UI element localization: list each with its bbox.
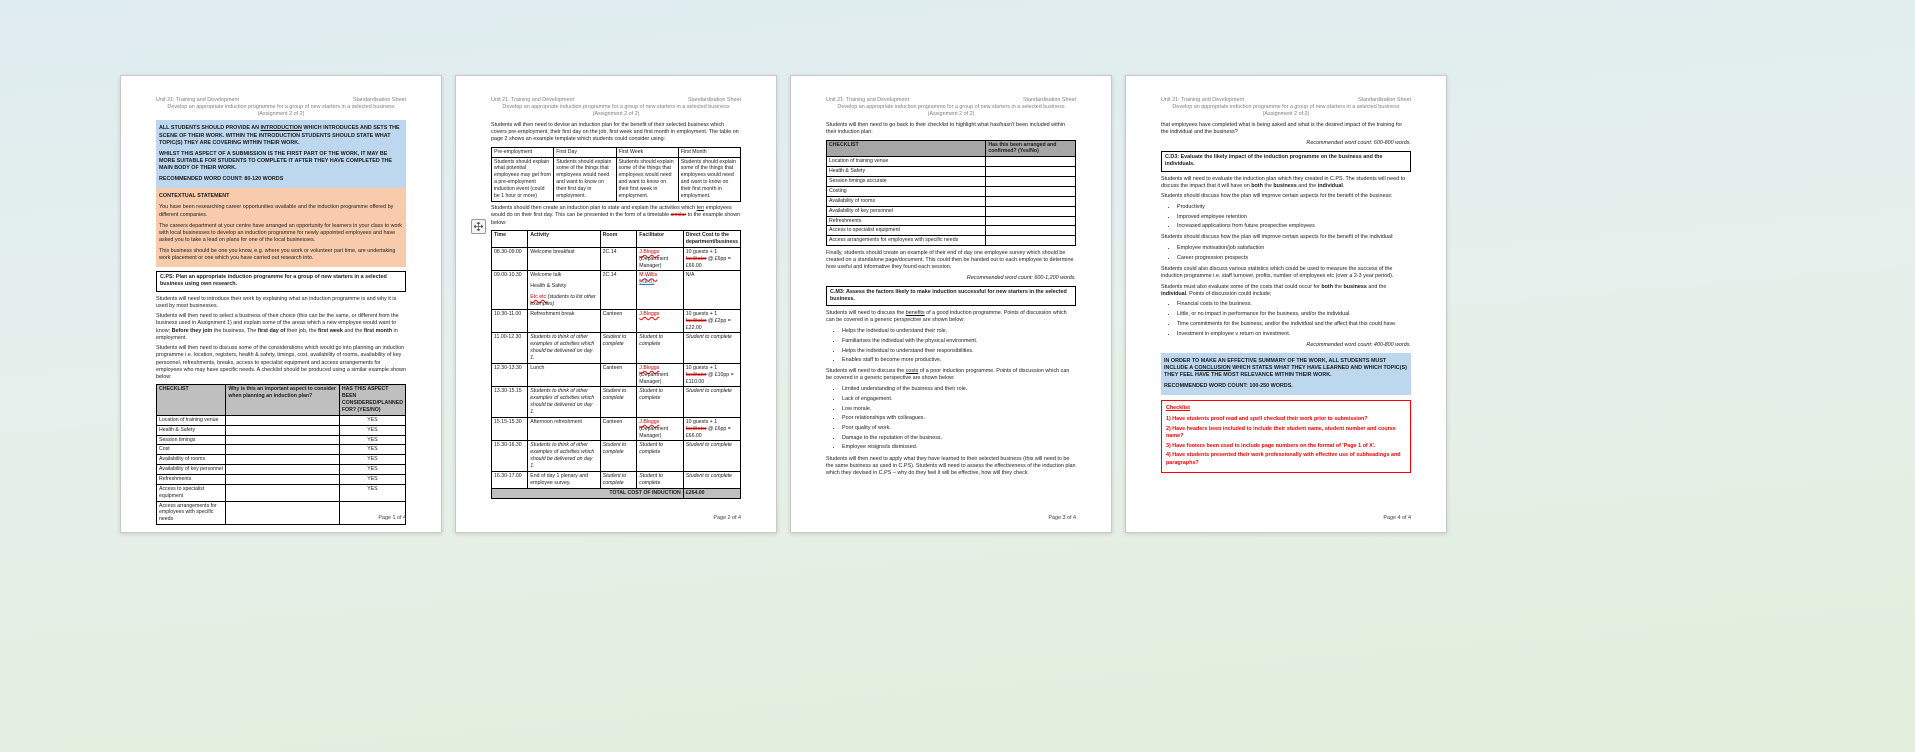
time-cell: 16.30-17.00 — [492, 471, 528, 488]
body-paragraph: Students will then need to devise an induction plan for the benefit of their selected business which covers pre-employment, their first day on the job, first week and first month in employment. The table on page 2 shows an example template which students could consider using: — [491, 121, 739, 143]
time-cell: 08.30-09.00 — [492, 247, 528, 271]
column-header: HAS THIS ASPECT BEEN CONSIDERED/PLANNED FOR? (YES/NO) — [339, 385, 405, 415]
checklist-item-label: Session timings — [157, 435, 226, 445]
timetable-row — [492, 363, 741, 387]
bullet-item: • Poor quality of work. — [842, 425, 1076, 432]
cost-cell: 10 guests + 1 facilitator @ £6pp = £66.00 — [683, 247, 740, 271]
timetable-row — [492, 417, 741, 441]
column-header: Pre-employment — [492, 147, 554, 157]
checklist-item-label: Location of training venue — [827, 157, 986, 167]
table-row — [157, 484, 406, 501]
room-cell: Student to complete — [600, 333, 637, 363]
column-header: CHECKLIST — [827, 140, 986, 157]
room-cell: 2C.14 — [600, 247, 637, 271]
submission-checklist-item: 2) Have headers been included to include their student name, student number and course name? — [1166, 426, 1396, 440]
timetable-row — [492, 387, 741, 417]
page-4[interactable] — [1125, 75, 1447, 533]
header-unit-title: Unit 21: Training and Development — [1161, 97, 1245, 103]
intro-paragraph-1: ALL STUDENTS SHOULD PROVIDE AN INTRODUCTION WHICH INTRODUCES AND SETS THE SCENE OF THEIR WORK. WITHIN THE INTRODUCTION STUDENTS SHOULD STATE WHAT TOPIC(S) THEY ARE COVERING WITHIN THEIR WORK. — [159, 125, 400, 146]
checklist-why-cell[interactable] — [226, 445, 340, 455]
cost-cell: Student to complete — [683, 441, 740, 471]
checklist-yes-cell[interactable]: YES — [339, 445, 405, 455]
time-cell: 13.30-15.15 — [492, 387, 528, 417]
room-cell: Canteen — [600, 309, 637, 333]
column-header: First Day — [554, 147, 616, 157]
timetable-row — [492, 309, 741, 333]
checklist-confirm-cell[interactable] — [986, 186, 1076, 196]
checklist-yes-cell[interactable]: YES — [339, 474, 405, 484]
facilitator-cell: M.Willis (CEO) — [637, 271, 684, 309]
individual-benefits-bullet-list — [1161, 245, 1411, 262]
checklist-why-cell[interactable] — [226, 425, 340, 435]
page-header — [156, 97, 406, 104]
timetable-total-row — [492, 488, 741, 498]
table-header-row — [827, 140, 1076, 157]
cost-cell: 10 guests + 1 facilitator @ £2pp = £22.00 — [683, 309, 740, 333]
stage-cell: Students should explain some of the things that employees would need and want to know on their first week in employment. — [616, 157, 678, 201]
table-row — [492, 157, 741, 201]
header-assignment-subtitle: (Assignment 2 of 2) — [257, 111, 305, 118]
body-paragraph: Students will need to introduce their work by explaining what an induction programme is and why it is used by most businesses. — [156, 295, 397, 309]
room-cell: Canteen — [600, 363, 637, 387]
checklist-item-label: Availability of rooms — [157, 455, 226, 465]
submission-checklist-item: 3) Have footers been used to include page numbers on the format of 'Page 1 of X'. — [1166, 442, 1376, 449]
checklist-confirm-cell[interactable] — [986, 236, 1076, 246]
header-assignment-title: Develop an appropriate induction programme for a group of new starters in a selected business — [167, 104, 395, 111]
cost-cell: 10 guests + 1 facilitator @ £10pp = £110.00 — [683, 363, 740, 387]
body-paragraph: Students will then need to select a business of their choice (this can be the same, or different from the business used in Assignment 1) and explain some of the areas which a new employee would want to know; Before they join the business, The first day of their job, the first week and the first month in employment. — [156, 313, 399, 341]
checklist-yes-cell[interactable]: YES — [339, 484, 405, 501]
bullet-item: • Financial costs to the business. — [1177, 301, 1411, 308]
checklist-item-label: Health & Safety — [157, 425, 226, 435]
bullet-item: • Time commitments for the business, and/or the individual and the affect that this could have. — [1177, 321, 1411, 328]
checklist-item-label: Costing — [827, 186, 986, 196]
column-header: Direct Cost to the department/business — [683, 231, 740, 248]
page-number: Page 4 of 4 — [1383, 514, 1411, 521]
conclusion-paragraph: IN ORDER TO MAKE AN EFFECTIVE SUMMARY OF THE WORK, ALL STUDENTS MUST INCLUDE A CONCLUSION WHICH STATES WHAT THEY HAVE LEARNED AND WHICH TOPIC(S) THEY FEEL HAVE THE MOST RELEVANCE WITHIN THEIR WORK. — [1164, 357, 1407, 379]
checklist-why-cell[interactable] — [226, 474, 340, 484]
table-row — [827, 236, 1076, 246]
header-sheet-title: Standardisation Sheet — [687, 97, 741, 103]
header-unit-title: Unit 21: Training and Development — [491, 97, 575, 103]
checklist-yes-cell[interactable]: YES — [339, 425, 405, 435]
facilitator-cell: J.Bloggs — [637, 309, 684, 333]
conclusion-instructions-block — [1161, 353, 1411, 396]
body-paragraph: that employees have completed what is being asked and what is the desired impact of the training for the individual and the business? — [1161, 121, 1403, 135]
bullet-item: • Employee resigns/is dismissed. — [842, 444, 1076, 451]
table-row — [157, 445, 406, 455]
induction-stages-table — [491, 147, 741, 202]
timetable-row — [492, 471, 741, 488]
checklist-why-cell[interactable] — [226, 501, 340, 525]
body-paragraph: Students should then create an induction plan to state and explain the activities which ten employees would do on their first day. This can be presented in the form of a timetable similar to the example shown below: — [491, 205, 741, 226]
bullet-item: • Low morale. — [842, 406, 1076, 413]
stage-cell: Students should explain some of the things that employees would need and want to know on their first day in employment. — [554, 157, 616, 201]
bullet-item: • Investment in employee v return on investment. — [1177, 331, 1411, 338]
activity-cell: Students to think of other examples of activities which should be delivered on day 1. — [528, 441, 600, 471]
room-cell: Canteen — [600, 417, 637, 441]
cm3-criterion-box: C.M3: Assess the factors likely to make induction successful for new starters in the selected business. — [826, 286, 1076, 306]
header-assignment-subtitle: (Assignment 2 of 2) — [1262, 111, 1310, 118]
room-cell: Student to complete — [600, 387, 637, 417]
context-paragraph-3: This business should be one you know, e.g. where you work or volunteer part time, are undertaking work placement or one which you have carried out research into. — [159, 248, 396, 262]
column-header: Room — [600, 231, 637, 248]
facilitator-cell: J.Bloggs (Department Manager) — [637, 247, 684, 271]
time-cell: 10.30-11.00 — [492, 309, 528, 333]
checklist-confirm-cell[interactable] — [986, 196, 1076, 206]
checklist-item-label: Cost — [157, 445, 226, 455]
cost-cell: Student to complete — [683, 471, 740, 488]
table-row — [827, 186, 1076, 196]
activity-cell: Students to think of other examples of activities which should be delivered on day 1. — [528, 333, 600, 363]
submission-checklist-item: 4) Have students presented their work professionally with effective use of subheadings and paragraphs? — [1166, 452, 1401, 466]
time-cell: 09.00-10.30 — [492, 271, 528, 309]
facilitator-cell: J.Bloggs (Department Manager) — [637, 363, 684, 387]
body-paragraph: Students will need to discuss the benefits of a good induction programme. Points of discussion which can be covered in a generic perspective are shown below: — [826, 310, 1067, 324]
table-row — [827, 226, 1076, 236]
bullet-item: • Career progression prospects — [1177, 255, 1411, 262]
timetable-row — [492, 271, 741, 309]
business-benefits-bullet-list — [1161, 204, 1411, 231]
bullet-item: • Improved employee retention — [1177, 214, 1411, 221]
table-row — [827, 157, 1076, 167]
recommended-word-count: Recommended word count: 400-800 words. — [1306, 341, 1411, 348]
activity-cell: Students to think of other examples of activities which should be delivered on day 1. — [528, 387, 600, 417]
page-header — [826, 97, 1076, 104]
body-paragraph: Students could also discuss various statistics which could be used to measure the success of the induction programme i.e. staff turnover, profits, number of employees etc (over a 2-3 year period). — [1161, 265, 1394, 280]
context-paragraph-1: You have been researching career opportunities available and the induction programme offered by different companies. — [159, 204, 394, 218]
table-row — [827, 206, 1076, 216]
submission-checklist-item: 1) Have students proof read and spell checked their work prior to submission? — [1166, 416, 1368, 423]
stage-cell: Students should explain what potential employees may get from a pre-employment induction event (could be 1 hour or more) — [492, 157, 554, 201]
checklist-item-label: Availability of rooms — [827, 196, 986, 206]
column-header: Why is this an important aspect to consider when planning an induction plan? — [226, 385, 340, 415]
column-header: Activity — [528, 231, 600, 248]
header-sheet-title: Standardisation Sheet — [1022, 97, 1076, 103]
bullet-item: • Poor relationships with colleagues. — [842, 415, 1076, 422]
table-header-row — [492, 147, 741, 157]
checklist-why-cell[interactable] — [226, 415, 340, 425]
bullet-item: • Employee motivation/job satisfaction — [1177, 245, 1411, 252]
intro-word-count: RECOMMENDED WORD COUNT: 80-120 WORDS — [159, 176, 284, 183]
page-3[interactable] — [790, 75, 1112, 533]
page-number: Page 3 of 4 — [1048, 514, 1076, 521]
introduction-instructions-block — [156, 120, 406, 188]
facilitator-cell: Student to complete — [637, 387, 684, 417]
checklist-yes-cell[interactable]: YES — [339, 465, 405, 475]
body-paragraph: Students will then need to go back to their checklist to highlight what has/hasn't been included within their induction plan: — [826, 121, 1065, 135]
checklist-confirm-cell[interactable] — [986, 226, 1076, 236]
checklist-confirm-cell[interactable] — [986, 177, 1076, 187]
cost-cell: Student to complete — [683, 387, 740, 417]
activity-cell: Welcome talk Health & Safety Etc etc (students to list other examples) — [528, 271, 600, 309]
cd3-criterion-box: C.D3: Evaluate the likely impact of the induction programme on the business and the individuals. — [1161, 151, 1411, 171]
checklist-confirm-cell[interactable] — [986, 167, 1076, 177]
timetable-row — [492, 247, 741, 271]
body-paragraph: Students should discuss how the plan will improve certain aspects for the benefit of the individual: — [1161, 234, 1394, 241]
checklist-item-label: Access to specialist equipment — [157, 484, 226, 501]
timetable-row — [492, 333, 741, 363]
body-paragraph: Students will need to discuss the costs of a poor induction programme. Points of discussion which can be covered in a generic perspective are shown below: — [826, 368, 1070, 382]
bullet-item: • Familiarises the individual with the physical environment. — [842, 338, 1076, 345]
body-paragraph: Students will then need to apply what they have learned to their selected business (this will need to be the same business as used in C.PS). Students will need to assess the effectiveness of the induction plan which they devised in C.PS – why do they feel it will be effective, how will they check — [826, 455, 1076, 476]
activity-cell: End of day 1 plenary and employee survey. — [528, 471, 600, 488]
checklist-item-label: Availability of key personnel — [827, 206, 986, 216]
column-header: Time — [492, 231, 528, 248]
activity-cell: Refreshment break — [528, 309, 600, 333]
room-cell: 2C.14 — [600, 271, 637, 309]
stage-cell: Students should explain some of the things that employees would need and want to know on their first month in employment. — [678, 157, 740, 201]
context-paragraph-2: The careers department at your centre have arranged an opportunity for learners in your class to work with local businesses to develop an induction programme for newly appointed employees and have asked you to take a lead on plans for one of the local businesses. — [159, 222, 403, 243]
room-cell: Student to complete — [600, 441, 637, 471]
header-assignment-subtitle: (Assignment 2 of 2) — [592, 111, 640, 118]
bullet-item: • Little, or no impact in performance for the business, and/or the individual. — [1177, 311, 1411, 318]
table-row — [157, 415, 406, 425]
table-row — [157, 474, 406, 484]
table-row — [827, 196, 1076, 206]
page-2[interactable] — [455, 75, 777, 533]
checklist-why-cell[interactable] — [226, 465, 340, 475]
facilitator-cell: Student to complete — [637, 471, 684, 488]
column-header: Facilitator — [637, 231, 684, 248]
checklist-item-label: Access arrangements for employees with specific needs — [157, 501, 226, 525]
cost-cell: Student to complete — [683, 333, 740, 363]
column-header: Has this been arranged and confirmed? (Yes/No) — [986, 140, 1076, 157]
facilitator-cell: J.Bloggs (Department Manager) — [637, 417, 684, 441]
body-paragraph: Students will then need to discuss some of the considerations which would go into planning an induction programme i.e. location, registers, health & safety, timings, cost, availability of rooms, availability of key personnel, refreshments, breaks, access to specialist equipment and access arrangements for employees who may have specific needs. A checklist should be produced using a similar example shown below: — [156, 345, 406, 380]
checklist-why-cell[interactable] — [226, 455, 340, 465]
checklist-item-label: Session timings accurate — [827, 177, 986, 187]
facilitator-cell: Student to complete — [637, 333, 684, 363]
header-assignment-title: Develop an appropriate induction programme for a group of new starters in a selected business — [1172, 104, 1400, 111]
checklist-item-label: Refreshments — [157, 474, 226, 484]
time-cell: 15.15-15.30 — [492, 417, 528, 441]
recommended-word-count: Recommended word count: 600-800 words. — [1306, 140, 1411, 147]
facilitator-cell: Student to complete — [637, 441, 684, 471]
submission-checklist-box — [1161, 400, 1411, 473]
move-arrows-icon — [474, 222, 483, 231]
cps-criterion-box: C.PS: Plan an appropriate induction programme for a group of new starters in a selected business using own research. — [156, 271, 406, 291]
costs-bullet-list — [826, 386, 1076, 451]
table-row — [157, 435, 406, 445]
cost-cell: 10 guests + 1 facilitator @ £6pp = £66.00 — [683, 417, 740, 441]
checklist-item-label: Access to specialist equipment — [827, 226, 986, 236]
body-paragraph: Finally, students should create an example of their end of day one employee survey which should be created on a standalone page/document. This could then be handed out to each employee to determine how useful and informative they found each session. — [826, 249, 1074, 270]
table-row — [827, 167, 1076, 177]
column-header: First Month — [678, 147, 740, 157]
time-cell: 15.30-16.30 — [492, 441, 528, 471]
checklist-item-label: Availability of key personnel — [157, 465, 226, 475]
checklist-why-cell[interactable] — [226, 435, 340, 445]
timetable-row — [492, 441, 741, 471]
bullet-item: • Helps the individual to understand their role. — [842, 328, 1076, 335]
body-paragraph: Students should discuss how the plan will improve certain aspects for the benefit of the business: — [1161, 193, 1393, 200]
table-row — [157, 465, 406, 475]
intro-paragraph-2: WHILST THIS ASPECT OF A SUBMISSION IS THE FIRST PART OF THE WORK, IT MAY BE MORE SUITABLE FOR STUDENTS TO COMPLETE IT AFTER THEY HAVE COMPLETED THE MAIN BODY OF THEIR WORK. — [159, 150, 393, 171]
table-header-row — [157, 385, 406, 415]
contextual-statement-heading: CONTEXTUAL STATEMENT — [159, 193, 230, 200]
bullet-item: • Helps the individual to understand their responsibilities. — [842, 348, 1076, 355]
checklist-item-label: Location of training venue — [157, 415, 226, 425]
table-row — [827, 216, 1076, 226]
contextual-statement-block — [156, 188, 406, 267]
header-assignment-title: Develop an appropriate induction programme for a group of new starters in a selected business — [837, 104, 1065, 111]
checklist-yes-cell[interactable]: YES — [339, 435, 405, 445]
checklist-confirm-cell[interactable] — [986, 206, 1076, 216]
body-paragraph: Students must also evaluate some of the costs that could occur for both the business and the individual. Points of discussion could include; — [1161, 283, 1387, 297]
table-row — [157, 455, 406, 465]
total-value: £264.00 — [683, 488, 740, 498]
checklist-confirm-cell[interactable] — [986, 157, 1076, 167]
total-label: TOTAL COST OF INDUCTION — [492, 488, 684, 498]
bullet-item: • Lack of engagement. — [842, 396, 1076, 403]
page-number: Page 1 of 4 — [378, 514, 406, 521]
column-header: First Week — [616, 147, 678, 157]
room-cell: Student to complete — [600, 471, 637, 488]
table-header-row — [492, 231, 741, 248]
bullet-item: • Limited understanding of the business and their role. — [842, 386, 1076, 393]
bullet-item: • Enables staff to become more productive. — [842, 357, 1076, 364]
header-unit-title: Unit 21: Training and Development — [156, 97, 240, 103]
header-assignment-subtitle: (Assignment 2 of 2) — [927, 111, 975, 118]
conclusion-word-count: RECOMMENDED WORD COUNT: 100-250 WORDS. — [1164, 383, 1293, 390]
checklist-item-label: Access arrangements for employees with specific needs — [827, 236, 986, 246]
document-canvas — [120, 75, 1447, 533]
page-1[interactable] — [120, 75, 442, 533]
page-header — [491, 97, 741, 104]
header-unit-title: Unit 21: Training and Development — [826, 97, 910, 103]
table-row — [157, 501, 406, 525]
page-header — [1161, 97, 1411, 104]
checklist-yes-cell[interactable]: YES — [339, 415, 405, 425]
time-cell: 12.30-13.30 — [492, 363, 528, 387]
bullet-item: • Productivity — [1177, 204, 1411, 211]
recommended-word-count: Recommended word count: 600-1,200 words. — [966, 274, 1076, 281]
page-number: Page 2 of 4 — [713, 514, 741, 521]
time-cell: 11.00-12.30 — [492, 333, 528, 363]
activity-cell: Welcome breakfast — [528, 247, 600, 271]
benefits-bullet-list — [826, 328, 1076, 364]
cost-cell: N/A — [683, 271, 740, 309]
checklist-confirm-cell[interactable] — [986, 216, 1076, 226]
body-paragraph: Students will need to evaluate the induction plan which they created in C.PS. The students will need to discuss the impact that it will have on both the business and the individual. — [1161, 175, 1406, 189]
checklist-item-label: Refreshments — [827, 216, 986, 226]
header-sheet-title: Standardisation Sheet — [1357, 97, 1411, 103]
considerations-checklist-table — [156, 384, 406, 525]
checklist-item-label: Health & Safety — [827, 167, 986, 177]
evaluation-costs-bullet-list — [1161, 301, 1411, 337]
header-assignment-title: Develop an appropriate induction programme for a group of new starters in a selected business — [502, 104, 730, 111]
checklist-why-cell[interactable] — [226, 484, 340, 501]
table-move-handle-icon[interactable] — [471, 219, 486, 234]
checklist-yes-cell[interactable]: YES — [339, 455, 405, 465]
table-row — [157, 425, 406, 435]
activity-cell: Afternoon refreshment — [528, 417, 600, 441]
activity-cell: Lunch — [528, 363, 600, 387]
submission-checklist-heading: Checklist — [1166, 405, 1190, 412]
bullet-item: • Increased applications from future prospective employees — [1177, 223, 1411, 230]
table-row — [827, 177, 1076, 187]
induction-timetable — [491, 230, 741, 498]
arranged-confirmed-checklist-table — [826, 140, 1076, 246]
bullet-item: • Damage to the reputation of the business. — [842, 435, 1076, 442]
header-sheet-title: Standardisation Sheet — [352, 97, 406, 103]
column-header: CHECKLIST — [157, 385, 226, 415]
